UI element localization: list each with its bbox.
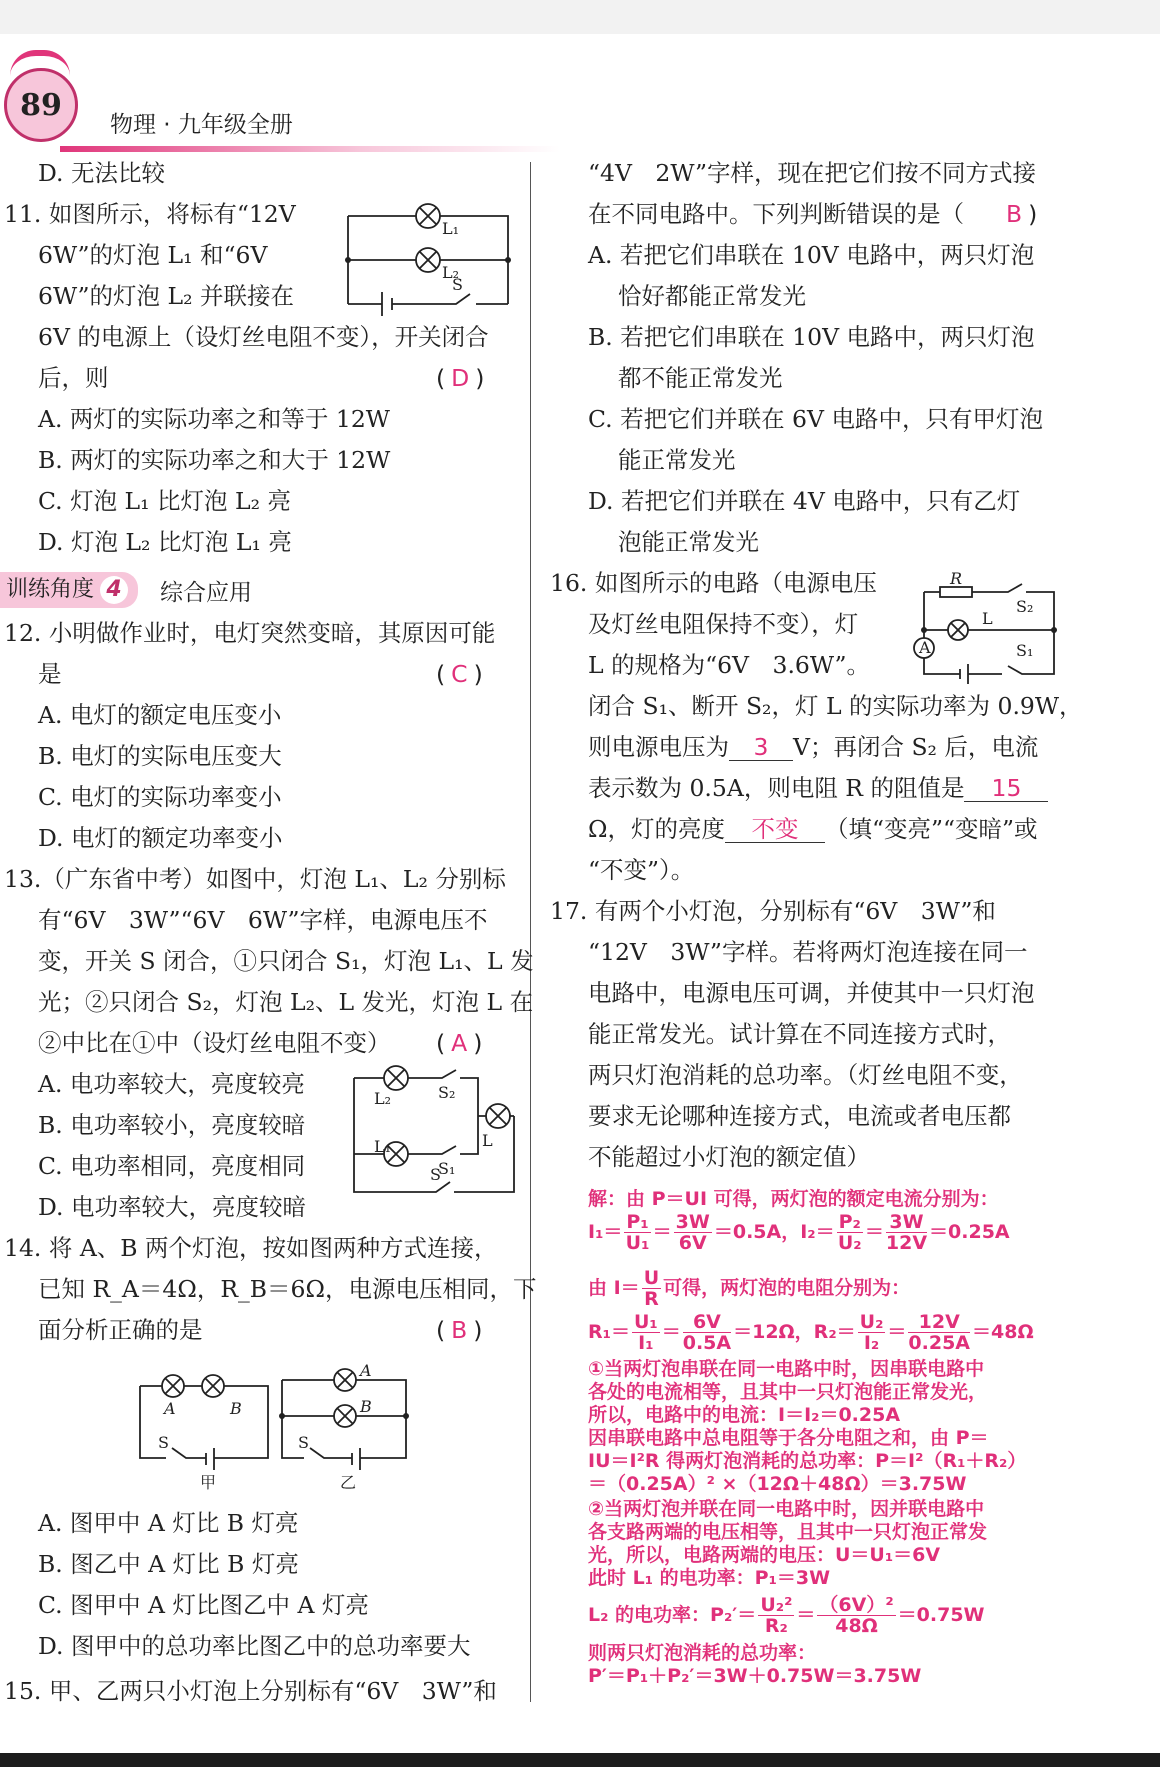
q10-option-d: D. 无法比较: [38, 159, 165, 187]
q16-line-6: 表示数为 0.5A，则电阻 R 的阻值是 15: [588, 773, 1048, 803]
q16-line-7: Ω，灯的亮度 不变 （填“变亮”“变暗”或: [588, 815, 1038, 843]
q11-fig-l2: L₂: [442, 263, 460, 282]
q12-option-a: A. 电灯的额定电压变小: [38, 701, 282, 729]
page-number-badge: [4, 68, 78, 142]
q16-blank-voltage: 3: [729, 734, 793, 761]
q16-line-4: 闭合 S₁、断开 S₂，灯 L 的实际功率为 0.9W，: [588, 692, 1083, 720]
q11-line-2: 6W”的灯泡 L₁ 和“6V: [38, 241, 268, 269]
q13-option-b: B. 电功率较小，亮度较暗: [38, 1111, 306, 1139]
solution-case2-line-6: 则两只灯泡消耗的总功率：: [588, 1642, 817, 1664]
q17-line-4: 能正常发光。试计算在不同连接方式时，: [588, 1020, 1011, 1048]
q14-fig-jia: 甲: [200, 1473, 217, 1492]
q13-fig-l: L: [482, 1131, 493, 1150]
q11-line-4: 6V 的电源上（设灯丝电阻不变），开关闭合: [38, 323, 489, 351]
q14-option-a: A. 图甲中 A 灯比 B 灯亮: [38, 1509, 299, 1537]
q13-circuit-diagram: [350, 1068, 520, 1198]
bottom-bar: [0, 1753, 1160, 1767]
top-shadow: [0, 0, 1160, 34]
q16-fig-s1: S₁: [1016, 641, 1034, 660]
q13-fig-s2: S₂: [438, 1083, 456, 1102]
solution-case2-line-4: 此时 L₁ 的电功率：P₁＝3W: [588, 1567, 831, 1589]
solution-case1-line-1: ①当两灯泡串联在同一电路中时，因串联电路中: [588, 1358, 985, 1380]
q15-option-a-1: A. 若把它们串联在 10V 电路中，两只灯泡: [588, 241, 1035, 269]
q14-option-d: D. 图甲中的总功率比图乙中的总功率要大: [38, 1632, 471, 1660]
q16-fig-s2: S₂: [1016, 597, 1034, 616]
solution-line-3: 由 I＝ $\frac{U}{R}$ 可得，两灯泡的电阻分别为：: [588, 1267, 911, 1310]
q12-line-1: 12. 小明做作业时，电灯突然变暗，其原因可能: [4, 619, 496, 647]
q16-line-8: “不变”）。: [588, 856, 695, 884]
q14-fig-yi: 乙: [340, 1473, 357, 1492]
solution-case2-line-7: P′＝P₁＋P₂′＝3W＋0.75W＝3.75W: [588, 1665, 922, 1687]
q15-option-d-1: D. 若把它们并联在 4V 电路中，只有乙灯: [588, 487, 1021, 515]
q15-answer: B ): [1006, 200, 1038, 228]
book-title: 物理 · 九年级全册: [110, 112, 293, 138]
q14-line-3: 面分析正确的是: [38, 1316, 203, 1344]
q11-option-b: B. 两灯的实际功率之和大于 12W: [38, 446, 391, 474]
q11-answer: ( D ): [436, 364, 485, 392]
q14-answer: ( B ): [436, 1316, 483, 1344]
q11-circuit-diagram: [340, 196, 516, 312]
q13-line-3: 变，开关 S 闭合，①只闭合 S₁，灯泡 L₁、L 发: [38, 947, 534, 975]
q11-line-3: 6W”的灯泡 L₂ 并联接在: [38, 282, 295, 310]
q12-line-2: 是: [38, 660, 62, 688]
q13-line-5: ②中比在①中（设灯丝电阻不变）: [38, 1029, 391, 1057]
q16-blank-resistance: 15: [964, 775, 1048, 802]
q17-line-2: “12V 3W”字样。若将两灯泡连接在同一: [588, 938, 1028, 966]
q13-option-d: D. 电功率较大，亮度较暗: [38, 1193, 306, 1221]
q11-option-d: D. 灯泡 L₂ 比灯泡 L₁ 亮: [38, 528, 292, 556]
column-divider: [530, 162, 531, 1702]
q14-option-b: B. 图乙中 A 灯比 B 灯亮: [38, 1550, 299, 1578]
solution-case1-line-5: IU＝I²R 得两灯泡消耗的总功率：P＝I²（R₁＋R₂）: [588, 1450, 1027, 1472]
solution-line-1: 解：由 P＝UI 可得，两灯泡的额定电流分别为：: [588, 1188, 999, 1210]
q13-line-2: 有“6V 3W”“6V 6W”字样，电源电压不: [38, 906, 488, 934]
solution-case1-line-3: 所以，电路中的电流：I＝I₂＝0.25A: [588, 1404, 901, 1426]
q16-line-1: 16. 如图所示的电路（电源电压: [550, 569, 877, 597]
q14-circuit-diagrams: [138, 1361, 418, 1492]
q11-option-a: A. 两灯的实际功率之和等于 12W: [38, 405, 390, 433]
q17-line-5: 两只灯泡消耗的总功率。（灯丝电阻不变，: [588, 1061, 1023, 1089]
section-tag: [0, 572, 252, 608]
q14-fig-a1: A: [164, 1399, 176, 1418]
q11-fig-s: S: [452, 275, 463, 294]
solution-case2-line-2: 各支路两端的电压相等，且其中一只灯泡正常发: [588, 1521, 988, 1543]
q16-line-5: 则电源电压为 3 V；再闭合 S₂ 后，电流: [588, 733, 1039, 761]
q13-fig-s1: S₁: [438, 1159, 456, 1178]
q15-option-c-2: 能正常发光: [618, 446, 736, 474]
q14-fig-a2: A: [360, 1361, 372, 1380]
q11-line-5: 后，则: [38, 364, 109, 392]
q15-option-d-2: 泡能正常发光: [618, 528, 759, 556]
section-title: 综合应用: [160, 579, 253, 606]
q11-fig-l1: L₁: [442, 219, 460, 238]
q16-line-3: L 的规格为“6V 3.6W”。: [588, 651, 870, 679]
q14-fig-b2: B: [360, 1397, 372, 1416]
q14-line-2: 已知 R_A＝4Ω，R_B＝6Ω，电源电压相同，下: [38, 1275, 537, 1303]
q15-line-1: 15. 甲、乙两只小灯泡上分别标有“6V 3W”和: [4, 1677, 497, 1705]
q13-fig-s: S: [430, 1165, 441, 1184]
q16-fig-l: L: [982, 609, 993, 628]
q15-option-b-2: 都不能正常发光: [618, 364, 783, 392]
q12-option-d: D. 电灯的额定功率变小: [38, 824, 283, 852]
q12-answer: ( C ): [436, 660, 483, 688]
solution-case1-line-4: 因串联电路中总电阻等于各分电阻之和，由 P＝: [588, 1427, 989, 1449]
q13-fig-l2: L₂: [374, 1089, 392, 1108]
q15-option-c-1: C. 若把它们并联在 6V 电路中，只有甲灯泡: [588, 405, 1043, 433]
q13-line-4: 光；②只闭合 S₂，灯泡 L₂、L 发光，灯泡 L 在: [38, 988, 534, 1016]
q14-option-c: C. 图甲中 A 灯比图乙中 A 灯亮: [38, 1591, 369, 1619]
q14-fig-b1: B: [230, 1399, 242, 1418]
solution-line-2: I₁＝ $\frac{\text{P₁}}{\text{U₁}}$ ＝ $\frac{3W}{6V}$ ＝0.5A，I₂＝ $\frac{\text{P₂}}{\text{U₂}}$ ＝ $\frac{3W}{12V}$ ＝0.25A: [588, 1211, 1010, 1254]
q12-option-b: B. 电灯的实际电压变大: [38, 742, 282, 770]
q17-line-3: 电路中，电源电压可调，并使其中一只灯泡: [588, 979, 1035, 1007]
section-label: 训练角度 4: [0, 572, 138, 608]
solution-case2-line-5: L₂ 的电功率：P₂′＝ $\frac{\text{U₂²}}{\text{R₂}}$ ＝ $\frac{\text{（6V）²}}{48\Omega}$ ＝0.75W: [588, 1594, 985, 1637]
q13-option-c: C. 电功率相同，亮度相同: [38, 1152, 306, 1180]
q15-option-b-1: B. 若把它们串联在 10V 电路中，两只灯泡: [588, 323, 1035, 351]
q15-option-a-2: 恰好都能正常发光: [618, 282, 806, 310]
q17-line-1: 17. 有两个小灯泡，分别标有“6V 3W”和: [550, 897, 996, 925]
solution-case1-line-6: ＝（0.25A）² ×（12Ω＋48Ω）＝3.75W: [588, 1473, 967, 1495]
solution-line-4: R₁＝ $\frac{\text{U₁}}{\text{I₁}}$ ＝ $\frac{6V}{0.5A}$ ＝12Ω，R₂＝ $\frac{\text{U₂}}{\text{I₂}}$ ＝ $\frac{12V}{0.25A}$ ＝48Ω: [588, 1311, 1034, 1354]
q13-fig-l1: L₁: [374, 1137, 392, 1156]
q16-line-2: 及灯丝电阻保持不变），灯: [588, 610, 859, 638]
q11-option-c: C. 灯泡 L₁ 比灯泡 L₂ 亮: [38, 487, 292, 515]
q17-line-7: 不能超过小灯泡的额定值）: [588, 1143, 870, 1171]
q15-line-2: “4V 2W”字样，现在把它们按不同方式接: [588, 159, 1036, 187]
q16-blank-brightness: 不变: [725, 816, 825, 843]
q11-line-1: 11. 如图所示，将标有“12V: [4, 200, 296, 228]
solution-case2-line-1: ②当两灯泡并联在同一电路中时，因并联电路中: [588, 1498, 985, 1520]
header-divider: [60, 146, 560, 152]
q16-fig-ammeter: A: [919, 638, 931, 657]
q16-circuit-diagram: [912, 569, 1058, 682]
q15-line-3: 在不同电路中。下列判断错误的是（: [588, 200, 964, 228]
solution-case1-line-2: 各处的电流相等，且其中一只灯泡能正常发光，: [588, 1381, 988, 1403]
q14-line-1: 14. 将 A、B 两个灯泡，按如图两种方式连接，: [4, 1234, 498, 1262]
page-number: 89: [20, 87, 62, 123]
q13-answer: ( A ): [436, 1029, 483, 1057]
q17-line-6: 要求无论哪种连接方式，电流或者电压都: [588, 1102, 1011, 1130]
q13-option-a: A. 电功率较大，亮度较亮: [38, 1070, 305, 1098]
q14-fig-s1: S: [158, 1433, 169, 1452]
q12-option-c: C. 电灯的实际功率变小: [38, 783, 282, 811]
q14-fig-s2: S: [298, 1433, 309, 1452]
section-number: 4: [100, 576, 128, 604]
q16-fig-r: R: [950, 569, 963, 588]
q13-line-1: 13.（广东省中考）如图中，灯泡 L₁、L₂ 分别标: [4, 865, 506, 893]
solution-case2-line-3: 光，所以，电路两端的电压：U＝U₁＝6V: [588, 1544, 941, 1566]
